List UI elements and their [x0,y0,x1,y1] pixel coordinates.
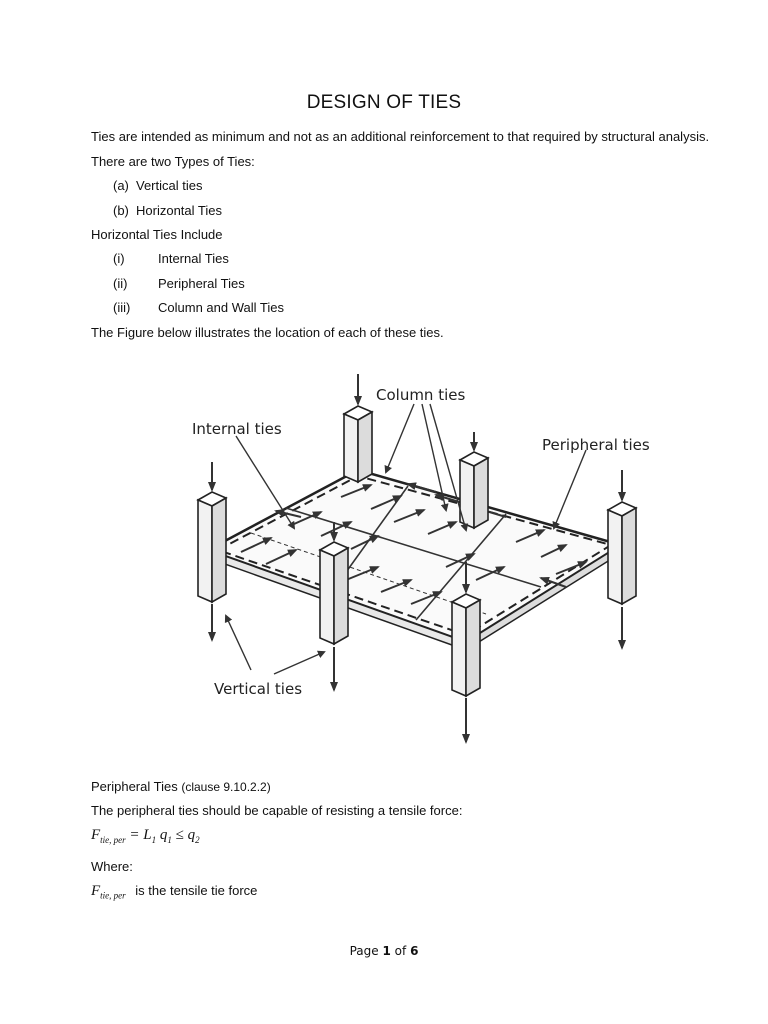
figure-intro: The Figure below illustrates the location of each of these ties. [91,325,444,340]
page-footer [0,944,768,958]
label-vertical-ties: Vertical ties [214,680,303,698]
formula-subscript: tie, per [100,835,126,845]
list-marker: (i) [113,251,125,266]
column-back [344,406,372,482]
where-label: Where: [91,859,133,874]
footer-page-word: Page [349,944,379,958]
ties-diagram [146,352,720,756]
horizontal-heading: Horizontal Ties Include [91,227,223,242]
definition-subscript: tie, per [100,890,126,901]
list-item: Peripheral Ties [158,276,245,291]
list-item: Vertical ties [136,178,203,193]
list-item: Column and Wall Ties [158,300,284,315]
footer-page-total: 6 [410,944,419,958]
formula-subscript: 1 [151,835,157,845]
list-item: Horizontal Ties [136,203,222,218]
formula-part: q [156,827,168,843]
formula-symbol: F [91,827,101,843]
list-marker: (a) [113,178,129,193]
peripheral-clause: (clause 9.10.2.2) [181,780,271,794]
footer-page-number: 1 [382,944,391,958]
peripheral-heading-text: Peripheral Ties [91,779,178,794]
peripheral-formula [91,827,200,845]
definition-text: is the tensile tie force [135,883,258,898]
label-peripheral-ties: Peripheral ties [542,436,650,454]
column-middle-back [460,452,488,528]
list-marker: (iii) [113,300,131,315]
formula-subscript: 2 [195,835,200,845]
formula-part: ≤ q [171,827,196,843]
column-front-left [320,542,348,644]
formula-subscript: 1 [167,835,172,845]
list-marker: (ii) [113,276,128,291]
label-column-ties: Column ties [376,386,466,404]
intro-paragraph: Ties are intended as minimum and not as an additional reinforcement to that required by structural analysis. [91,129,710,144]
types-heading: There are two Types of Ties: [91,154,255,169]
column-front [452,594,480,696]
definition-row [91,883,257,904]
floor-slab [208,470,621,650]
list-item: Internal Ties [158,251,229,266]
label-internal-ties: Internal ties [192,420,282,438]
peripheral-heading [91,779,271,795]
formula-part: = L [125,827,152,843]
column-right [608,502,636,604]
page-title: DESIGN OF TIES [306,92,462,113]
list-marker: (b) [113,203,129,218]
ties-figure [146,352,720,756]
footer-of-word: of [394,944,407,958]
definition-symbol: F [91,883,101,899]
column-left [198,492,226,602]
peripheral-text: The peripheral ties should be capable of resisting a tensile force: [91,803,463,818]
